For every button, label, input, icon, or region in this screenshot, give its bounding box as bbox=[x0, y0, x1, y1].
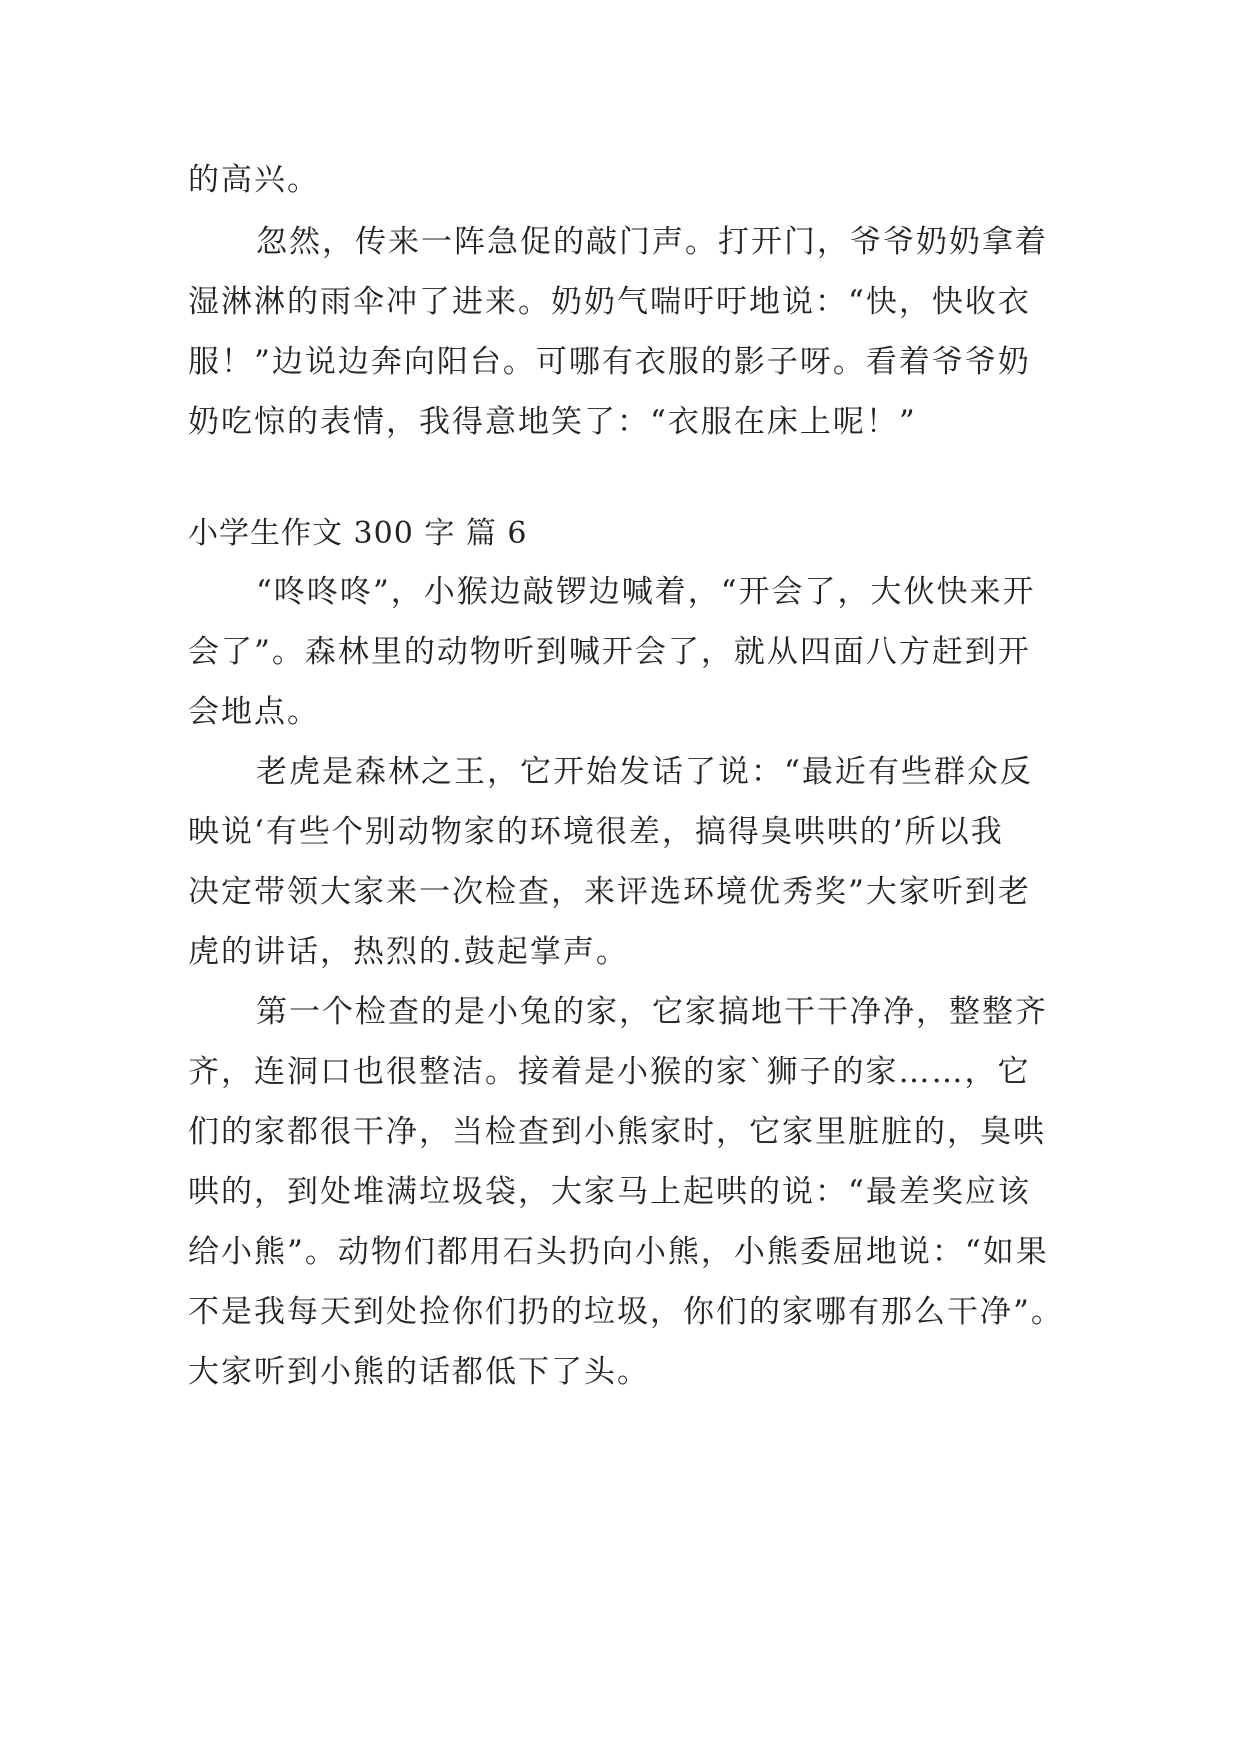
text-line: 奶吃惊的表情，我得意地笑了：“衣服在床上呢！” bbox=[188, 404, 917, 440]
text-line: 会了”。森林里的动物听到喊开会了，就从四面八方赶到开 bbox=[188, 634, 1031, 670]
text-line: 哄的，到处堆满垃圾袋，大家马上起哄的说：“最差奖应该 bbox=[188, 1174, 1031, 1210]
text-line: 的高兴。 bbox=[188, 162, 320, 198]
text-line: 忽然，传来一阵急促的敲门声。打开门，爷爷奶奶拿着 bbox=[256, 224, 1048, 260]
text-line: 湿淋淋的雨伞冲了进来。奶奶气喘吁吁地说：“快，快收衣 bbox=[188, 284, 1031, 320]
text-line: 给小熊”。动物们都用石头扔向小熊，小熊委屈地说：“如果 bbox=[188, 1234, 1049, 1270]
text-line: 映说‘有些个别动物家的环境很差，搞得臭哄哄的’所以我 bbox=[188, 814, 1004, 850]
text-line: 们的家都很干净，当检查到小熊家时，它家里脏脏的，臭哄 bbox=[188, 1114, 1046, 1150]
text-line: “咚咚咚”，小猴边敲锣边喊着，“开会了，大伙快来开 bbox=[256, 574, 1036, 610]
text-line: 决定带领大家来一次检查，来评选环境优秀奖”大家听到老 bbox=[188, 874, 1031, 910]
text-line: 第一个检查的是小兔的家，它家搞地干干净净，整整齐 bbox=[256, 994, 1048, 1030]
text-line: 不是我每天到处捡你们扔的垃圾，你们的家哪有那么干净”。 bbox=[188, 1294, 1064, 1330]
text-line: 齐，连洞口也很整洁。接着是小猴的家`狮子的家……，它 bbox=[188, 1054, 1031, 1090]
essay-heading: 小学生作文 300 字 篇 6 bbox=[188, 516, 528, 551]
text-line: 会地点。 bbox=[188, 694, 320, 730]
text-line: 服！”边说边奔向阳台。可哪有衣服的影子呀。看着爷爷奶 bbox=[188, 344, 1031, 380]
text-line: 老虎是森林之王，它开始发话了说：“最近有些群众反 bbox=[256, 754, 1033, 790]
text-line: 虎的讲话，热烈的.鼓起掌声。 bbox=[188, 934, 629, 970]
text-line: 大家听到小熊的话都低下了头。 bbox=[188, 1354, 650, 1390]
